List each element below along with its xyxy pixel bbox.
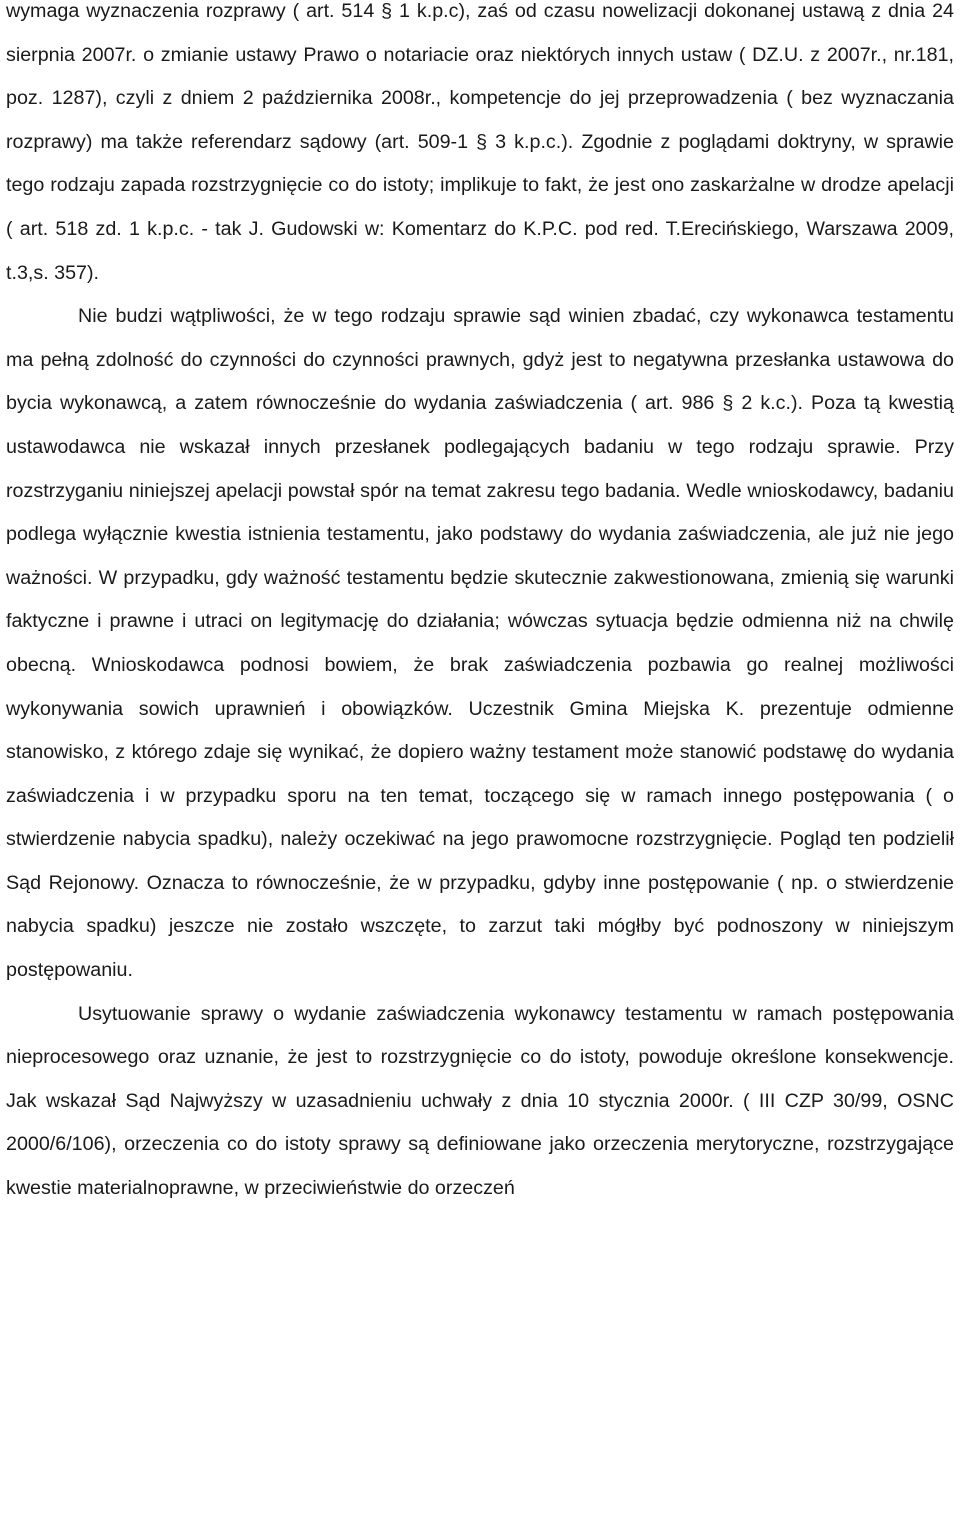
paragraph-3: Usytuowanie sprawy o wydanie zaświadczenia wykonawcy testamentu w ramach postępowania nieprocesowego oraz uznanie, że jest to rozstrzygnięcie co do istoty, powoduje określone konsekwencje. Jak wskazał Sąd Najwyższy w uzasadnieniu uchwały z dnia 10 stycznia 2000r. ( III CZP 30/99, OSNC 2000/6/106), orzeczenia co do istoty sprawy są definiowane jako orzeczenia merytoryczne, rozstrzygające kwestie materialnoprawne, w przeciwieństwie do orzeczeń	[6, 1002, 954, 1200]
paragraph-2: Nie budzi wątpliwości, że w tego rodzaju sprawie sąd winien zbadać, czy wykonawca testamentu ma pełną zdolność do czynności do czynności prawnych, gdyż jest to negatywna przesłanka ustawowa do bycia wykonawcą, a zatem równocześnie do wydania zaświadczenia ( art. 986 § 2 k.c.). Poza tą kwestią ustawodawca nie wskazał innych przesłanek podlegających badaniu w tego rodzaju sprawie. Przy rozstrzyganiu niniejszej apelacji powstał spór na temat zakresu tego badania. Wedle wnioskodawcy, badaniu podlega wyłącznie kwestia istnienia testamentu, jako podstawy do wydania zaświadczenia, ale już nie jego ważności. W przypadku, gdy ważność testamentu będzie skutecznie zakwestionowana, zmienią się warunki faktyczne i prawne i utraci on legitymację do działania; wówczas sytuacja będzie odmienna niż na chwilę obecną. Wnioskodawca podnosi bowiem, że brak zaświadczenia pozbawia go realnej możliwości wykonywania sowich uprawnień i obowiązków. Uczestnik Gmina Miejska K. prezentuje odmienne stanowisko, z którego zdaje się wynikać, że dopiero ważny testament może stanowić podstawę do wydania zaświadczenia i w przypadku sporu na ten temat, toczącego się w ramach innego postępowania ( o stwierdzenie nabycia spadku), należy oczekiwać na jego prawomocne rozstrzygnięcie. Pogląd ten podzielił Sąd Rejonowy. Oznacza to równocześnie, że w przypadku, gdyby inne postępowanie ( np. o stwierdzenie nabycia spadku) jeszcze nie zostało wszczęte, to zarzut taki mógłby być podnoszony w niniejszym postępowaniu.	[6, 305, 954, 982]
paragraph-1: wymaga wyznaczenia rozprawy ( art. 514 § 1 k.p.c), zaś od czasu nowelizacji dokonanej ustawą z dnia 24 sierpnia 2007r. o zmianie ustawy Prawo o notariacie oraz niektórych innych ustaw ( DZ.U. z 2007r., nr.181, poz. 1287), czyli z dniem 2 października 2008r., kompetencje do jej przeprowadzenia ( bez wyznaczania rozprawy) ma także referendarz sądowy (art. 509-1 § 3 k.p.c.). Zgodnie z poglądami doktryny, w sprawie tego rodzaju zapada rozstrzygnięcie co do istoty; implikuje to fakt, że jest ono zaskarżalne w drodze apelacji ( art. 518 zd. 1 k.p.c. - tak J. Gudowski w: Komentarz do K.P.C. pod red. T.Erecińskiego, Warszawa 2009, t.3,s. 357).	[6, 0, 954, 284]
